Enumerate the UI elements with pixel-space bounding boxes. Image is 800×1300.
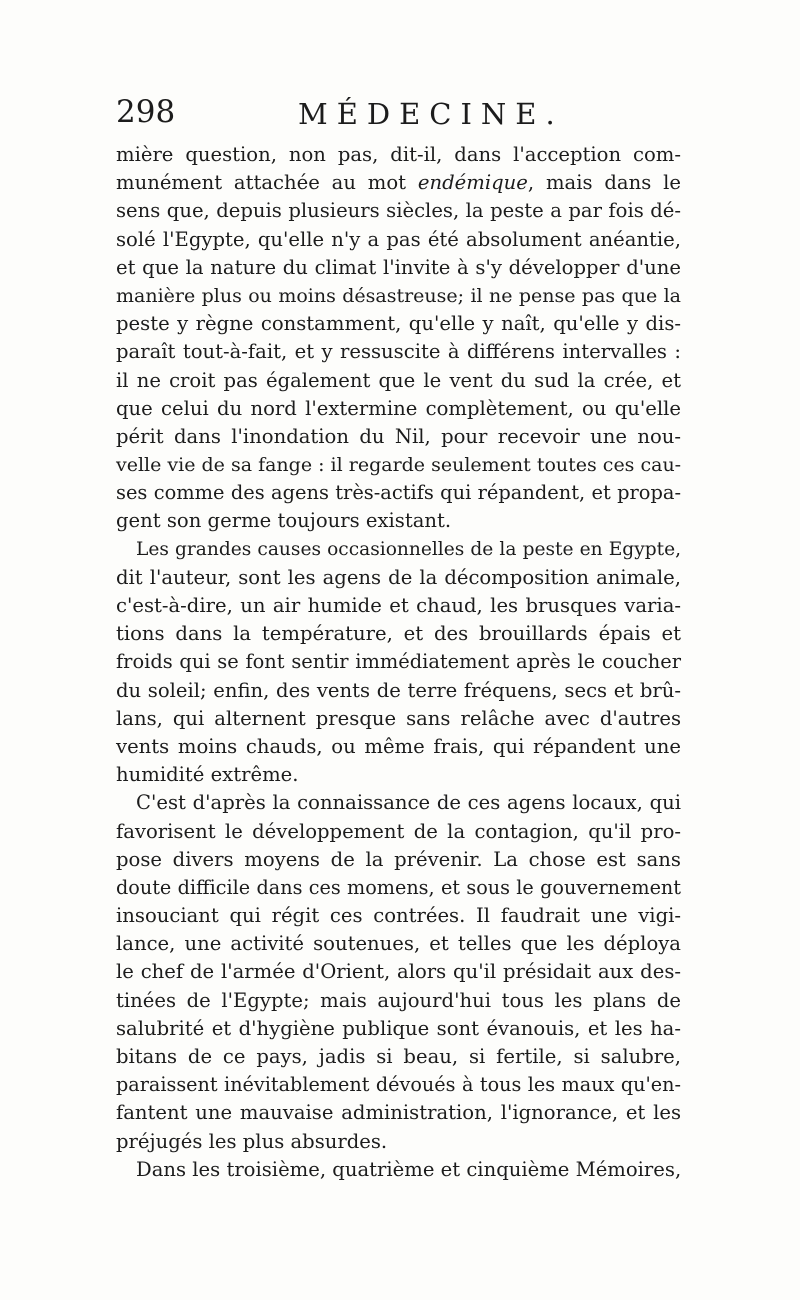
text-line: et que la nature du climat l'invite à s'y développer d'une <box>116 255 681 279</box>
text-line: favorisent le développement de la contagion, qu'il pro- <box>116 819 681 843</box>
text-line: manière plus ou moins désastreuse; il ne pense pas que la <box>116 284 681 307</box>
italic-term: endémique <box>417 171 528 195</box>
text-line: salubrité et d'hygiène publique sont évanouis, et les ha- <box>116 1016 681 1040</box>
text-line: bitans de ce pays, jadis si beau, si fertile, si salubre, <box>116 1045 681 1068</box>
text-line: vents moins chauds, ou même frais, qui répandent une <box>116 734 681 758</box>
text-line: sens que, depuis plusieurs siècles, la peste a par fois dé- <box>116 199 681 223</box>
text-line: tions dans la température, et des brouillards épais et <box>116 622 681 646</box>
text-line: dit l'auteur, sont les agens de la décomposition animale, <box>116 565 681 589</box>
text-line: tinées de l'Egypte; mais aujourd'hui tous les plans de <box>116 988 681 1012</box>
text-line: préjugés les plus absurdes. <box>116 1129 388 1153</box>
text-line: Dans les troisième, quatrième et cinquième Mémoires, <box>136 1157 682 1181</box>
text-line: du soleil; enfin, des vents de terre fréquens, secs et brû- <box>116 678 681 702</box>
text-line: mière question, non pas, dit-il, dans l'acception com- <box>116 143 681 166</box>
text-line: lans, qui alternent presque sans relâche avec d'autres <box>116 706 681 730</box>
text-line: pose divers moyens de la prévenir. La chose est sans <box>116 847 681 871</box>
text-line: velle vie de sa fange : il regarde seulement toutes ces cau- <box>116 454 682 477</box>
page-header <box>116 92 680 138</box>
text-line: que celui du nord l'extermine complètement, ou qu'elle <box>116 396 681 420</box>
text-line: insouciant qui régit ces contrées. Il faudrait une vigi- <box>116 904 681 928</box>
text-line: solé l'Egypte, qu'elle n'y a pas été absolument anéantie, <box>116 227 681 251</box>
text-line: périt dans l'inondation du Nil, pour recevoir une nou- <box>116 424 681 448</box>
text-line: paraît tout-à-fait, et y ressuscite à différens intervalles : <box>116 340 681 364</box>
text-line: peste y règne constamment, qu'elle y naît, qu'elle y dis- <box>116 312 681 336</box>
text-line: Les grandes causes occasionnelles de la peste en Egypte, <box>136 538 681 560</box>
text-segment: munément attachée au mot <box>116 171 418 195</box>
text-line: humidité extrême. <box>116 763 299 787</box>
text-segment: , mais dans le <box>527 171 681 195</box>
text-line: ses comme des agens très-actifs qui répandent, et propa- <box>116 481 681 505</box>
text-line <box>116 169 681 197</box>
text-line: doute difficile dans ces momens, et sous le gouvernement <box>116 875 681 899</box>
page-number: 298 <box>116 94 176 130</box>
text-line: froids qui se font sentir immédiatement après le coucher <box>116 650 681 674</box>
text-line: c'est-à-dire, un air humide et chaud, les brusques varia- <box>116 594 681 617</box>
text-line: lance, une activité soutenues, et telles que les déploya <box>116 932 681 956</box>
text-line: le chef de l'armée d'Orient, alors qu'il présidait aux des- <box>116 960 681 984</box>
body-text <box>116 141 681 1184</box>
text-line: gent son germe toujours existant. <box>116 509 452 533</box>
text-line: paraissent inévitablement dévoués à tous les maux qu'en- <box>116 1073 681 1097</box>
text-line: fantent une mauvaise administration, l'ignorance, et les <box>116 1101 681 1125</box>
text-line: il ne croit pas également que le vent du sud la crée, et <box>116 368 681 392</box>
text-line: C'est d'après la connaissance de ces agens locaux, qui <box>136 791 681 815</box>
running-head: MÉDECINE. <box>298 97 564 131</box>
